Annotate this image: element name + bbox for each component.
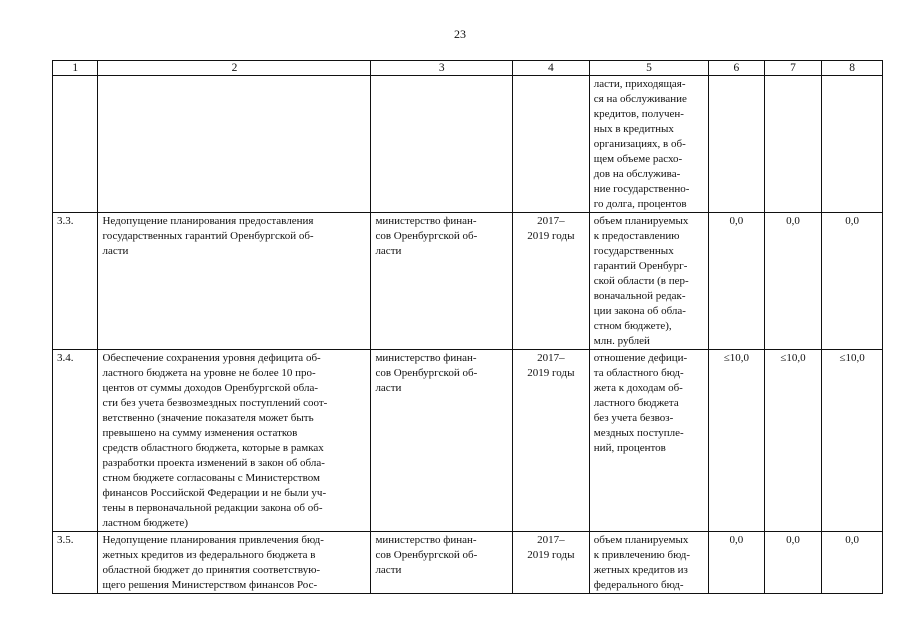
value-2017-cell: 0,0 (709, 213, 765, 350)
measure-cell: Обеспечение сохранения уровня дефицита об- ластного бюджета на уровне не более 10 про- центов от суммы доходов Оренбургской обла- сти без учета безвозмездных поступлений соот- ветственно (значение показателя может быть превышено на сумму изменения остатков средств областного бюджета, которые в рамках разработки проекта изменений в закон об обла- стном бюджете согласованы с Министерством финансов Российской Федерации и не были уч- тены в первоначальной редакции закона об об- ластном бюджете) (98, 350, 371, 532)
value-2017-cell (709, 76, 765, 213)
column-number-row (53, 61, 883, 76)
value-2019-cell: 0,0 (822, 213, 883, 350)
value-2018-cell: 0,0 (764, 213, 822, 350)
value-2018-cell: ≤10,0 (764, 350, 822, 532)
executor-cell (371, 76, 513, 213)
value-2018-cell: 0,0 (764, 532, 822, 594)
period-cell: 2017– 2019 годы (512, 532, 589, 594)
table-row (53, 213, 883, 350)
measure-cell (98, 76, 371, 213)
table-row (53, 76, 883, 213)
column-header-7: 7 (764, 61, 822, 76)
value-2019-cell: 0,0 (822, 532, 883, 594)
measure-cell: Недопущение планирования привлечения бюд- жетных кредитов из федерального бюджета в областной бюджет до принятия соответствую- щего решения Министерством финансов Рос- (98, 532, 371, 594)
period-cell (512, 76, 589, 213)
executor-cell: министерство финан- сов Оренбургской об- ласти (371, 350, 513, 532)
executor-cell: министерство финан- сов Оренбургской об- ласти (371, 532, 513, 594)
column-header-4: 4 (512, 61, 589, 76)
value-2019-cell (822, 76, 883, 213)
row-number: 3.5. (53, 532, 98, 594)
table-row (53, 350, 883, 532)
value-2019-cell: ≤10,0 (822, 350, 883, 532)
period-cell: 2017– 2019 годы (512, 213, 589, 350)
value-2017-cell: 0,0 (709, 532, 765, 594)
row-number (53, 76, 98, 213)
executor-cell: министерство финан- сов Оренбургской об- ласти (371, 213, 513, 350)
measures-table (52, 60, 883, 594)
indicator-cell: объем планируемых к привлечению бюд- жетных кредитов из федерального бюд- (589, 532, 708, 594)
column-header-3: 3 (371, 61, 513, 76)
column-header-5: 5 (589, 61, 708, 76)
table-row (53, 532, 883, 594)
column-header-8: 8 (822, 61, 883, 76)
row-number: 3.4. (53, 350, 98, 532)
column-header-6: 6 (709, 61, 765, 76)
period-cell: 2017– 2019 годы (512, 350, 589, 532)
page-number: 23 (454, 27, 466, 41)
row-number: 3.3. (53, 213, 98, 350)
column-header-2: 2 (98, 61, 371, 76)
indicator-cell: объем планируемых к предоставлению государственных гарантий Оренбург- ской области (в пер- воначальной редак- ции закона об обла- стном бюджете), млн. рублей (589, 213, 708, 350)
value-2018-cell (764, 76, 822, 213)
value-2017-cell: ≤10,0 (709, 350, 765, 532)
measure-cell: Недопущение планирования предоставления государственных гарантий Оренбургской об- ласти (98, 213, 371, 350)
indicator-cell: ласти, приходящая- ся на обслуживание кредитов, получен- ных в кредитных организациях, в об- щем объеме расхо- дов на обслужива- ние государственно- го долга, процентов (589, 76, 708, 213)
indicator-cell: отношение дефици- та областного бюд- жета к доходам об- ластного бюджета без учета безвоз- мездных поступле- ний, процентов (589, 350, 708, 532)
column-header-1: 1 (53, 61, 98, 76)
